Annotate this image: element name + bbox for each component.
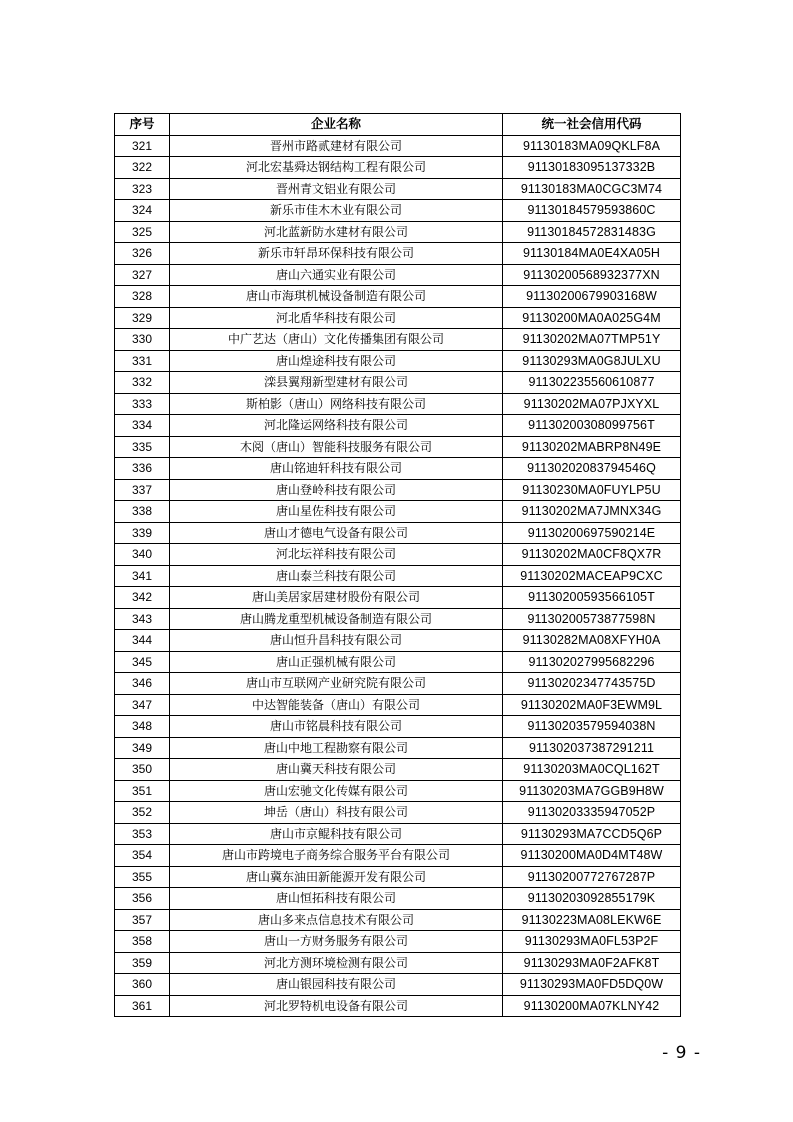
- serial-number-cell: 350: [115, 759, 170, 781]
- table-row: [115, 780, 681, 802]
- credit-code-cell: 91130230MA0FUYLP5U: [503, 479, 681, 501]
- serial-number-cell: 327: [115, 264, 170, 286]
- serial-number-cell: 331: [115, 350, 170, 372]
- credit-code-cell: 91130200MA07KLNY42: [503, 995, 681, 1017]
- credit-code-cell: 91130202MA07TMP51Y: [503, 329, 681, 351]
- company-name-cell: 唐山登岭科技有限公司: [170, 479, 503, 501]
- serial-number-cell: 359: [115, 952, 170, 974]
- credit-code-cell: 91130203335947052P: [503, 802, 681, 824]
- serial-number-cell: 361: [115, 995, 170, 1017]
- table-row: [115, 200, 681, 222]
- table-row: [115, 630, 681, 652]
- credit-code-cell: 91130203092855179K: [503, 888, 681, 910]
- table-row: [115, 350, 681, 372]
- credit-code-cell: 91130282MA08XFYH0A: [503, 630, 681, 652]
- credit-code-cell: 91130184572831483G: [503, 221, 681, 243]
- credit-code-cell: 91130202MA07PJXYXL: [503, 393, 681, 415]
- serial-number-cell: 325: [115, 221, 170, 243]
- credit-code-cell: 91130183095137332B: [503, 157, 681, 179]
- table-row: [115, 952, 681, 974]
- credit-code-cell: 91130200679903168W: [503, 286, 681, 308]
- table-row: [115, 759, 681, 781]
- credit-code-cell: 91130202MA0F3EWM9L: [503, 694, 681, 716]
- credit-code-cell: 91130200568932377XN: [503, 264, 681, 286]
- company-name-cell: 唐山六通实业有限公司: [170, 264, 503, 286]
- table-row: [115, 135, 681, 157]
- serial-number-cell: 349: [115, 737, 170, 759]
- table-row: [115, 716, 681, 738]
- credit-code-cell: 91130200697590214E: [503, 522, 681, 544]
- serial-number-cell: 328: [115, 286, 170, 308]
- serial-number-cell: 337: [115, 479, 170, 501]
- serial-number-cell: 358: [115, 931, 170, 953]
- serial-number-cell: 354: [115, 845, 170, 867]
- table-row: [115, 264, 681, 286]
- table-row: [115, 651, 681, 673]
- company-name-cell: 唐山冀天科技有限公司: [170, 759, 503, 781]
- company-name-cell: 中达智能装备（唐山）有限公司: [170, 694, 503, 716]
- credit-code-cell: 91130184MA0E4XA05H: [503, 243, 681, 265]
- credit-code-cell: 91130202MABRP8N49E: [503, 436, 681, 458]
- company-name-cell: 唐山煌途科技有限公司: [170, 350, 503, 372]
- table-row: [115, 995, 681, 1017]
- serial-number-cell: 342: [115, 587, 170, 609]
- serial-number-cell: 339: [115, 522, 170, 544]
- serial-number-cell: 340: [115, 544, 170, 566]
- credit-code-cell: 91130183MA09QKLF8A: [503, 135, 681, 157]
- company-name-cell: 斯柏影（唐山）网络科技有限公司: [170, 393, 503, 415]
- company-list-table: [114, 113, 681, 1017]
- company-name-cell: 唐山铭迪轩科技有限公司: [170, 458, 503, 480]
- table-row: [115, 866, 681, 888]
- table-row: [115, 974, 681, 996]
- serial-number-cell: 348: [115, 716, 170, 738]
- company-name-cell: 河北方测环境检测有限公司: [170, 952, 503, 974]
- serial-number-cell: 330: [115, 329, 170, 351]
- table-row: [115, 694, 681, 716]
- serial-number-cell: 344: [115, 630, 170, 652]
- table-row: [115, 522, 681, 544]
- company-name-cell: 木阅（唐山）智能科技服务有限公司: [170, 436, 503, 458]
- serial-number-cell: 333: [115, 393, 170, 415]
- serial-number-cell: 360: [115, 974, 170, 996]
- serial-number-cell: 336: [115, 458, 170, 480]
- company-name-cell: 唐山市铭晨科技有限公司: [170, 716, 503, 738]
- serial-number-cell: 341: [115, 565, 170, 587]
- table-row: [115, 221, 681, 243]
- table-row: [115, 565, 681, 587]
- credit-code-cell: 91130203MA0CQL162T: [503, 759, 681, 781]
- credit-code-cell: 911302037387291211: [503, 737, 681, 759]
- company-name-cell: 唐山美居家居建材股份有限公司: [170, 587, 503, 609]
- credit-code-cell: 91130200308099756T: [503, 415, 681, 437]
- company-name-cell: 唐山银园科技有限公司: [170, 974, 503, 996]
- credit-code-cell: 91130203MA7GGB9H8W: [503, 780, 681, 802]
- table-row: [115, 157, 681, 179]
- company-name-cell: 唐山中地工程勘察有限公司: [170, 737, 503, 759]
- serial-number-cell: 324: [115, 200, 170, 222]
- table-row: [115, 544, 681, 566]
- credit-code-cell: 91130202347743575D: [503, 673, 681, 695]
- serial-number-cell: 357: [115, 909, 170, 931]
- table-row: [115, 501, 681, 523]
- credit-code-cell: 911302235560610877: [503, 372, 681, 394]
- company-name-cell: 唐山市跨境电子商务综合服务平台有限公司: [170, 845, 503, 867]
- table-row: [115, 372, 681, 394]
- company-name-cell: 唐山正强机械有限公司: [170, 651, 503, 673]
- company-name-cell: 晋州青文铝业有限公司: [170, 178, 503, 200]
- table-row: [115, 888, 681, 910]
- credit-code-cell: 91130202083794546Q: [503, 458, 681, 480]
- page-number: - 9 -: [662, 1043, 701, 1063]
- table-row: [115, 608, 681, 630]
- credit-code-cell: 91130184579593860C: [503, 200, 681, 222]
- table-row: [115, 909, 681, 931]
- credit-code-cell: 91130183MA0CGC3M74: [503, 178, 681, 200]
- company-name-cell: 河北盾华科技有限公司: [170, 307, 503, 329]
- serial-number-cell: 353: [115, 823, 170, 845]
- company-name-cell: 唐山多来点信息技术有限公司: [170, 909, 503, 931]
- table-row: [115, 802, 681, 824]
- company-name-cell: 唐山腾龙重型机械设备制造有限公司: [170, 608, 503, 630]
- table-row: [115, 673, 681, 695]
- company-name-cell: 唐山星佐科技有限公司: [170, 501, 503, 523]
- credit-code-cell: 91130200593566105T: [503, 587, 681, 609]
- credit-code-cell: 91130200MA0A025G4M: [503, 307, 681, 329]
- serial-number-cell: 351: [115, 780, 170, 802]
- serial-number-cell: 329: [115, 307, 170, 329]
- table-row: [115, 286, 681, 308]
- table-header-row: [115, 114, 681, 136]
- serial-number-cell: 321: [115, 135, 170, 157]
- company-name-cell: 河北隆运网络科技有限公司: [170, 415, 503, 437]
- header-credit-code: 统一社会信用代码: [503, 114, 681, 136]
- company-name-cell: 坤岳（唐山）科技有限公司: [170, 802, 503, 824]
- serial-number-cell: 322: [115, 157, 170, 179]
- serial-number-cell: 352: [115, 802, 170, 824]
- company-name-cell: 新乐市轩昂环保科技有限公司: [170, 243, 503, 265]
- table-row: [115, 823, 681, 845]
- company-name-cell: 唐山冀东油田新能源开发有限公司: [170, 866, 503, 888]
- company-name-cell: 河北宏基舜达钢结构工程有限公司: [170, 157, 503, 179]
- company-name-cell: 唐山泰兰科技有限公司: [170, 565, 503, 587]
- table-row: [115, 931, 681, 953]
- header-company-name: 企业名称: [170, 114, 503, 136]
- company-name-cell: 晋州市路贰建材有限公司: [170, 135, 503, 157]
- serial-number-cell: 356: [115, 888, 170, 910]
- company-name-cell: 河北坛祥科技有限公司: [170, 544, 503, 566]
- company-name-cell: 唐山恒拓科技有限公司: [170, 888, 503, 910]
- company-name-cell: 唐山市海琪机械设备制造有限公司: [170, 286, 503, 308]
- serial-number-cell: 346: [115, 673, 170, 695]
- credit-code-cell: 91130200573877598N: [503, 608, 681, 630]
- credit-code-cell: 91130223MA08LEKW6E: [503, 909, 681, 931]
- table-row: [115, 845, 681, 867]
- serial-number-cell: 334: [115, 415, 170, 437]
- table-row: [115, 329, 681, 351]
- company-name-cell: 唐山市京鲲科技有限公司: [170, 823, 503, 845]
- serial-number-cell: 347: [115, 694, 170, 716]
- credit-code-cell: 91130293MA0F2AFK8T: [503, 952, 681, 974]
- serial-number-cell: 326: [115, 243, 170, 265]
- credit-code-cell: 91130202MACEAP9CXC: [503, 565, 681, 587]
- company-name-cell: 唐山才德电气设备有限公司: [170, 522, 503, 544]
- serial-number-cell: 335: [115, 436, 170, 458]
- table-row: [115, 458, 681, 480]
- company-name-cell: 中广艺达（唐山）文化传播集团有限公司: [170, 329, 503, 351]
- table-row: [115, 587, 681, 609]
- credit-code-cell: 91130293MA0G8JULXU: [503, 350, 681, 372]
- credit-code-cell: 91130202MA0CF8QX7R: [503, 544, 681, 566]
- credit-code-cell: 91130200772767287P: [503, 866, 681, 888]
- table-row: [115, 436, 681, 458]
- table-row: [115, 178, 681, 200]
- company-name-cell: 新乐市佳木木业有限公司: [170, 200, 503, 222]
- table-row: [115, 243, 681, 265]
- table-body: [115, 135, 681, 1017]
- company-name-cell: 滦县翼翔新型建材有限公司: [170, 372, 503, 394]
- serial-number-cell: 323: [115, 178, 170, 200]
- credit-code-cell: 911302027995682296: [503, 651, 681, 673]
- serial-number-cell: 332: [115, 372, 170, 394]
- credit-code-cell: 91130203579594038N: [503, 716, 681, 738]
- table-row: [115, 307, 681, 329]
- serial-number-cell: 345: [115, 651, 170, 673]
- company-name-cell: 唐山恒升昌科技有限公司: [170, 630, 503, 652]
- company-name-cell: 唐山宏驰文化传媒有限公司: [170, 780, 503, 802]
- company-name-cell: 唐山一方财务服务有限公司: [170, 931, 503, 953]
- serial-number-cell: 343: [115, 608, 170, 630]
- credit-code-cell: 91130202MA7JMNX34G: [503, 501, 681, 523]
- table-row: [115, 479, 681, 501]
- credit-code-cell: 91130293MA7CCD5Q6P: [503, 823, 681, 845]
- header-serial-number: 序号: [115, 114, 170, 136]
- table-row: [115, 415, 681, 437]
- credit-code-cell: 91130293MA0FD5DQ0W: [503, 974, 681, 996]
- credit-code-cell: 91130200MA0D4MT48W: [503, 845, 681, 867]
- credit-code-cell: 91130293MA0FL53P2F: [503, 931, 681, 953]
- table-row: [115, 393, 681, 415]
- serial-number-cell: 338: [115, 501, 170, 523]
- serial-number-cell: 355: [115, 866, 170, 888]
- table-row: [115, 737, 681, 759]
- company-name-cell: 河北罗特机电设备有限公司: [170, 995, 503, 1017]
- company-name-cell: 河北蓝新防水建材有限公司: [170, 221, 503, 243]
- company-name-cell: 唐山市互联网产业研究院有限公司: [170, 673, 503, 695]
